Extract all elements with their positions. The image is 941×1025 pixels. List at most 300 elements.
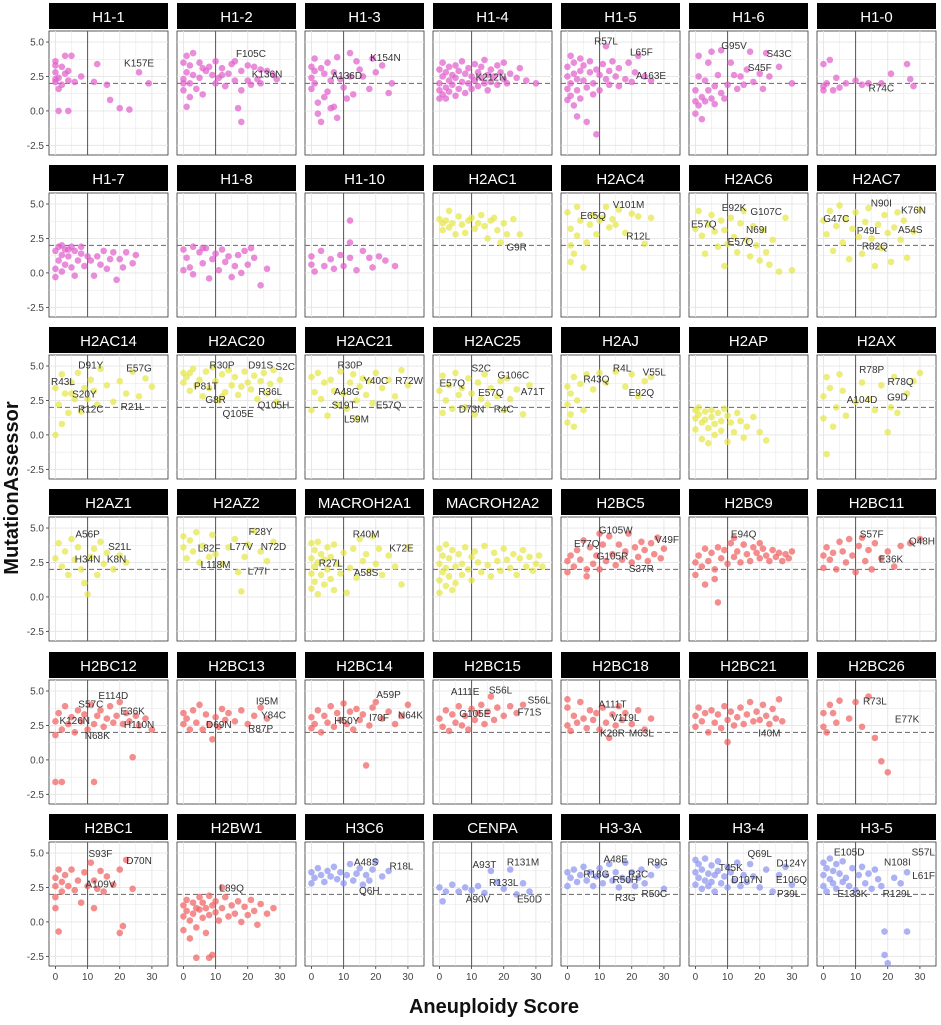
facet-title: H2BC11 [848,495,905,512]
y-tick-label: 0.0 [30,755,44,767]
data-point [606,68,613,75]
data-point [728,419,735,426]
data-point [392,721,399,728]
data-point [212,80,219,87]
data-point [705,59,712,66]
data-point [475,220,482,227]
data-point [225,253,232,260]
data-point [695,53,702,60]
mutation-label: G8R [205,395,226,407]
facet-panel [433,814,552,983]
data-point [78,243,85,250]
data-point [583,239,590,246]
data-point [238,588,245,595]
data-point [529,567,536,574]
plot-panel-background [49,517,168,641]
x-tick-label: 10 [466,972,478,983]
data-point [455,86,462,93]
data-point [888,259,895,266]
facet-title: H2AC7 [852,171,901,188]
data-point [187,370,194,377]
data-point [366,877,373,884]
data-point [699,232,706,239]
data-point [369,704,376,711]
data-point [59,888,66,895]
data-point [331,587,338,594]
x-tick-label: 30 [914,972,926,983]
data-point [449,881,456,888]
mutation-label: Q105H [257,400,290,412]
data-point [721,95,728,102]
data-point [468,577,475,584]
mutation-label: L118M [200,559,231,571]
data-point [734,86,741,93]
facet-title: H1-5 [604,9,637,26]
data-point [507,565,514,572]
mutation-label: G105E [459,709,491,721]
x-tick-label: 0 [180,972,187,983]
data-point [884,429,891,436]
facet-title: H2BC13 [208,658,265,675]
data-point [708,862,715,869]
data-point [852,699,859,706]
data-point [823,544,830,551]
data-point [574,879,581,886]
data-point [718,725,725,732]
mutation-label: S2C [275,362,295,374]
data-point [612,221,619,228]
data-point [715,410,722,417]
data-point [91,779,98,786]
data-point [436,884,443,891]
mutation-label: L77I [247,566,268,578]
data-point [52,779,59,786]
data-point [369,264,376,271]
data-point [59,726,66,733]
data-point [123,249,130,256]
data-point [129,754,136,761]
data-point [734,249,741,256]
mutation-label: Q105E [222,408,254,420]
data-point [436,589,443,596]
data-point [228,382,235,389]
data-point [126,106,133,113]
mutation-label: L89Q [219,883,244,895]
data-point [577,68,584,75]
data-point [465,375,472,382]
data-point [75,544,82,551]
facet-panel [305,165,424,317]
facet-panel [817,327,936,479]
data-point [497,567,504,574]
mutation-label: I95M [255,696,279,708]
facet-title: H2AC25 [464,333,521,350]
data-point [241,903,248,910]
data-point [721,227,728,234]
data-point [564,383,571,390]
mutation-label: V55L [642,367,666,379]
data-point [625,59,632,66]
data-point [692,87,699,94]
data-point [180,710,187,717]
facet-panel [177,814,296,983]
data-point [901,217,908,224]
data-point [360,558,367,565]
mutation-label: R57L [594,36,618,48]
data-point [590,91,597,98]
data-point [436,66,443,73]
x-tick-label: 20 [370,972,382,983]
data-point [478,569,485,576]
data-point [120,264,127,271]
data-point [769,888,776,895]
data-point [574,76,581,83]
data-point [635,213,642,220]
data-point [337,570,344,577]
data-point [347,239,354,246]
facet-panel [433,3,552,155]
data-point [321,379,328,386]
y-tick-label: 0.0 [30,268,44,280]
data-point [110,399,117,406]
mutation-label: E106Q [775,875,807,887]
data-point [248,81,255,88]
data-point [836,870,843,877]
facet-panel [561,3,680,155]
facet-panel [27,814,168,983]
data-point [702,98,709,105]
facet-panel [689,165,808,317]
data-point [52,274,59,281]
data-point [699,718,706,725]
data-point [737,418,744,425]
data-point [136,393,143,400]
data-point [52,883,59,890]
data-point [180,913,187,920]
data-point [59,242,66,249]
data-point [715,544,722,551]
data-point [481,543,488,550]
data-point [206,275,213,282]
data-point [187,80,194,87]
data-point [862,880,869,887]
data-point [398,367,405,374]
data-point [494,704,501,711]
data-point [756,717,763,724]
data-point [830,87,837,94]
mutation-label: S57C [78,699,104,711]
data-point [392,263,399,270]
data-point [661,545,668,552]
data-point [567,875,574,882]
data-point [721,873,728,880]
data-point [881,952,888,959]
data-point [875,876,882,883]
y-tick-label: 5.0 [30,37,44,49]
x-tick-label: 10 [722,972,734,983]
data-point [347,254,354,261]
data-point [753,242,760,249]
data-point [830,550,837,557]
x-tick-label: 10 [210,972,222,983]
data-point [638,539,645,546]
data-point [510,216,517,223]
data-point [702,408,709,415]
data-point [311,578,318,585]
data-point [446,64,453,71]
data-point [699,116,706,123]
mutation-label: I40M [758,728,781,740]
data-point [728,708,735,715]
data-point [478,64,485,71]
data-point [721,547,728,554]
data-point [443,565,450,572]
data-point [750,414,757,421]
data-point [884,960,891,967]
data-point [344,95,351,102]
data-point [180,87,187,94]
data-point [520,547,527,554]
facet-panel [305,652,424,804]
data-point [593,710,600,717]
data-point [904,869,911,876]
data-point [820,872,827,879]
data-point [62,390,69,397]
data-point [904,254,911,261]
data-point [216,267,223,274]
data-point [571,70,578,77]
data-point [238,707,245,714]
data-point [190,707,197,714]
mutation-label: E77Q [573,539,600,551]
data-point [196,59,203,66]
data-point [129,886,136,893]
data-point [311,68,318,75]
data-point [183,69,190,76]
data-point [110,719,117,726]
data-point [443,397,450,404]
data-point [830,880,837,887]
mutation-label: E92K [721,202,747,214]
data-point [820,883,827,890]
data-point [574,203,581,210]
data-point [59,879,66,886]
mutation-label: V101M [612,200,645,212]
data-point [315,370,322,377]
data-point [872,866,879,873]
data-point [533,80,540,87]
data-point [340,84,347,91]
mutation-label: T45K [718,862,743,874]
data-point [868,566,875,573]
data-point [583,725,590,732]
data-point [318,248,325,255]
data-point [872,407,879,414]
data-point [244,379,251,386]
data-point [228,274,235,281]
data-point [702,416,709,423]
data-point [183,103,190,110]
data-point [708,212,715,219]
data-point [823,888,830,895]
data-point [65,253,72,260]
data-point [55,866,62,873]
data-point [321,713,328,720]
data-point [452,719,459,726]
facet-panel [561,489,680,641]
data-point [353,58,360,65]
data-point [244,912,251,919]
mutation-label: L65F [630,47,653,59]
x-tick-label: 30 [530,972,542,983]
data-point [452,62,459,69]
data-point [600,61,607,68]
mutation-label: H50Y [334,715,360,727]
data-point [439,898,446,905]
mutation-label: N108I [884,857,911,869]
data-point [62,548,69,555]
data-point [129,260,136,267]
data-point [744,423,751,430]
data-point [436,80,443,87]
data-point [852,77,859,84]
data-point [881,212,888,219]
mutation-label: F71S [517,707,542,719]
data-point [238,119,245,126]
data-point [603,719,610,726]
data-point [711,576,718,583]
data-point [65,246,72,253]
data-point [695,704,702,711]
mutation-label: A163E [636,71,667,83]
mutation-label: Y84C [260,710,286,722]
data-point [104,715,111,722]
data-point [331,103,338,110]
data-point [574,397,581,404]
data-point [446,728,453,735]
facet-panel [817,489,936,641]
data-point [398,581,405,588]
data-point [708,707,715,714]
data-point [859,81,866,88]
data-point [318,572,325,579]
mutation-label: K76N [900,205,926,217]
data-point [827,385,834,392]
data-point [747,861,754,868]
facet-title: H2AC20 [208,333,265,350]
data-point [744,711,751,718]
facet-panel [305,3,424,155]
data-point [526,554,533,561]
data-point [692,881,699,888]
mutation-label: R27L [318,558,343,570]
data-point [612,562,619,569]
data-point [843,559,850,566]
mutation-label: L59M [343,414,369,426]
data-point [737,559,744,566]
facet-title: H3C6 [345,820,384,837]
data-point [232,77,239,84]
y-tick-label: 2.5 [30,395,44,407]
mutation-label: R12L [626,231,651,243]
facet-panel [433,165,552,317]
data-point [225,70,232,77]
data-point [107,703,114,710]
data-point [209,256,216,263]
data-point [603,76,610,83]
mutation-label: E36K [120,706,145,718]
data-point [500,220,507,227]
data-point [439,724,446,731]
data-point [564,73,571,80]
data-point [324,412,331,419]
data-point [52,905,59,912]
data-point [523,77,530,84]
mutation-label: K157E [124,58,155,70]
data-point [59,421,66,428]
data-point [199,65,206,72]
data-point [315,110,322,117]
data-point [334,876,341,883]
facet-title: H1-2 [220,9,253,26]
data-point [270,905,277,912]
facet-title: H2BC26 [848,658,905,675]
data-point [363,392,370,399]
data-point [884,769,891,776]
data-point [776,550,783,557]
data-point [776,64,783,71]
data-point [494,558,501,565]
facet-panel [433,327,552,479]
data-point [497,239,504,246]
data-point [878,758,885,765]
data-point [766,558,773,565]
data-point [500,59,507,66]
data-point [462,70,469,77]
mutation-label: A58S [353,568,379,580]
mutation-label: N72D [260,541,287,553]
facet-panel [27,652,168,804]
mutation-label: R50H [612,875,639,887]
data-point [564,401,571,408]
data-point [81,869,88,876]
data-point [65,883,72,890]
data-point [580,62,587,69]
mutation-label: S93F [88,849,113,861]
mutation-label: A59P [376,689,401,701]
data-point [183,715,190,722]
data-point [571,250,578,257]
data-point [747,699,754,706]
x-tick-label: 0 [820,972,827,983]
data-point [462,884,469,891]
data-point [789,548,796,555]
data-point [334,115,341,122]
mutation-label: R18G [583,869,610,881]
data-point [199,260,206,267]
data-point [564,704,571,711]
data-point [318,65,325,72]
data-point [891,875,898,882]
x-tick-label: 30 [402,972,414,983]
data-point [504,556,511,563]
mutation-label: E57Q [727,237,754,249]
mutation-label: G9D [887,392,908,404]
mutation-label: E57G [126,363,152,375]
data-point [318,551,325,558]
data-point [372,69,379,76]
mutation-label: D107N [731,875,763,887]
